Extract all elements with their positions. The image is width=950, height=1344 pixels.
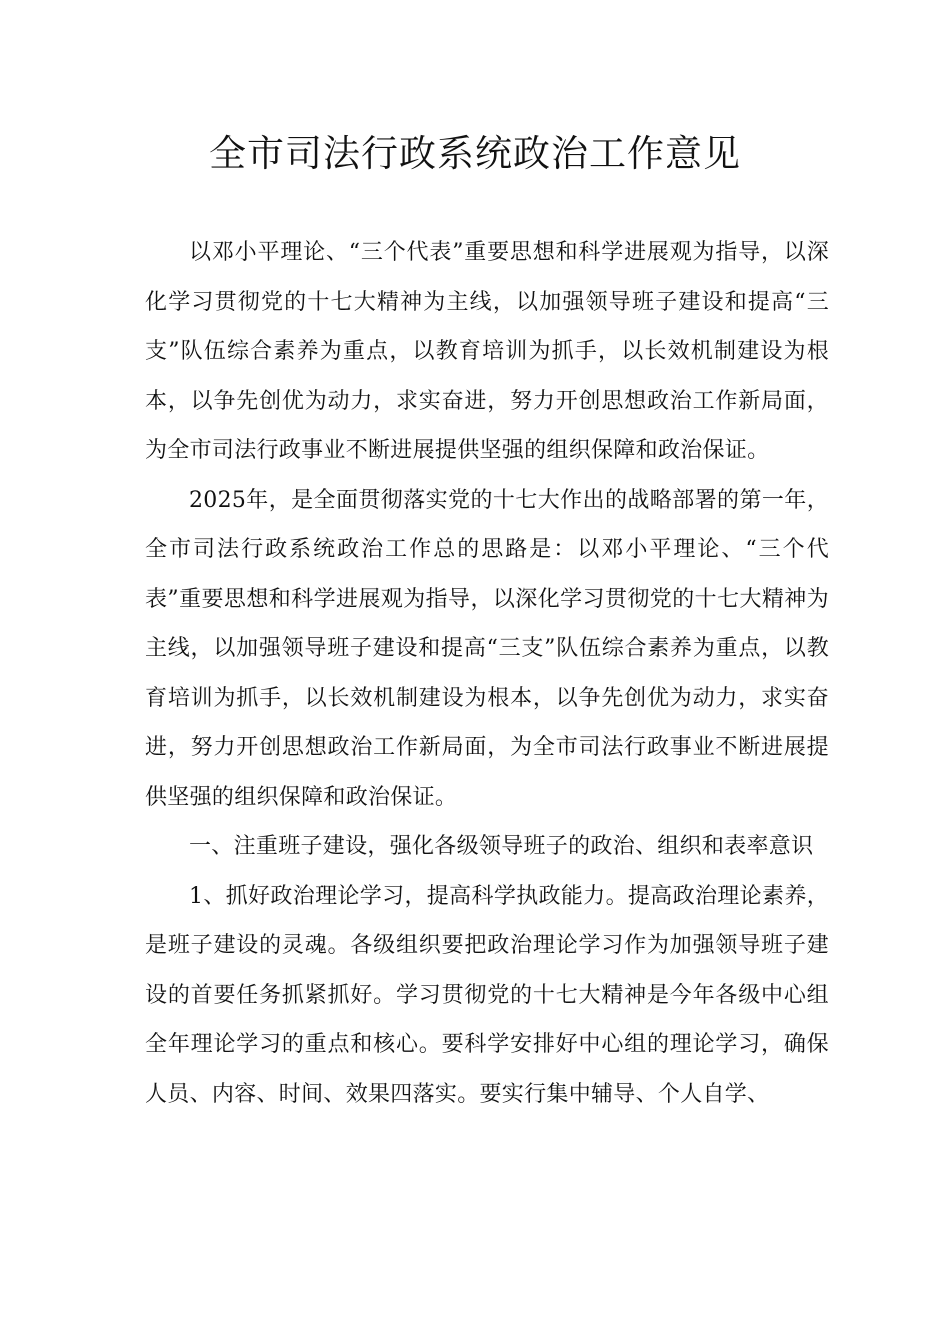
paragraph-guiding-ideology: 以邓小平理论、“三个代表”重要思想和科学进展观为指导，以深化学习贯彻党的十七大精神为主线，以加强领导班子建设和提高“三支”队伍综合素养为重点，以教育培训为抓手，以长效机制建设为根本，以争先创优为动力，求实奋进，努力开创思想政治工作新局面，为全市司法行政事业不断进展提供坚强的组织保障和政治保证。 <box>145 240 829 463</box>
document-title: 全市司法行政系统政治工作意见 <box>209 132 741 175</box>
section-heading-team-building: 一、注重班子建设，强化各级领导班子的政治、组织和表率意识 <box>189 834 814 859</box>
document-body <box>145 228 829 1119</box>
paragraph-theory-study: 1、抓好政治理论学习，提高科学执政能力。提高政治理论素养，是班子建设的灵魂。各级组织要把政治理论学习作为加强领导班子建设的首要任务抓紧抓好。学习贯彻党的十七大精神是今年各级中心组全年理论学习的重点和核心。要科学安排好中心组的理论学习，确保人员、内容、时间、效果四落实。要实行集中辅导、个人自学、 <box>145 883 829 1107</box>
paragraph-overall-approach: 2025年，是全面贯彻落实党的十七大作出的战略部署的第一年，全市司法行政系统政治工作总的思路是：以邓小平理论、“三个代表”重要思想和科学进展观为指导，以深化学习贯彻党的十七大精神为主线，以加强领导班子建设和提高“三支”队伍综合素养为重点，以教育培训为抓手，以长效机制建设为根本，以争先创优为动力，求实奋进，努力开创思想政治工作新局面，为全市司法行政事业不断进展提供坚强的组织保障和政治保证。 <box>145 487 829 810</box>
